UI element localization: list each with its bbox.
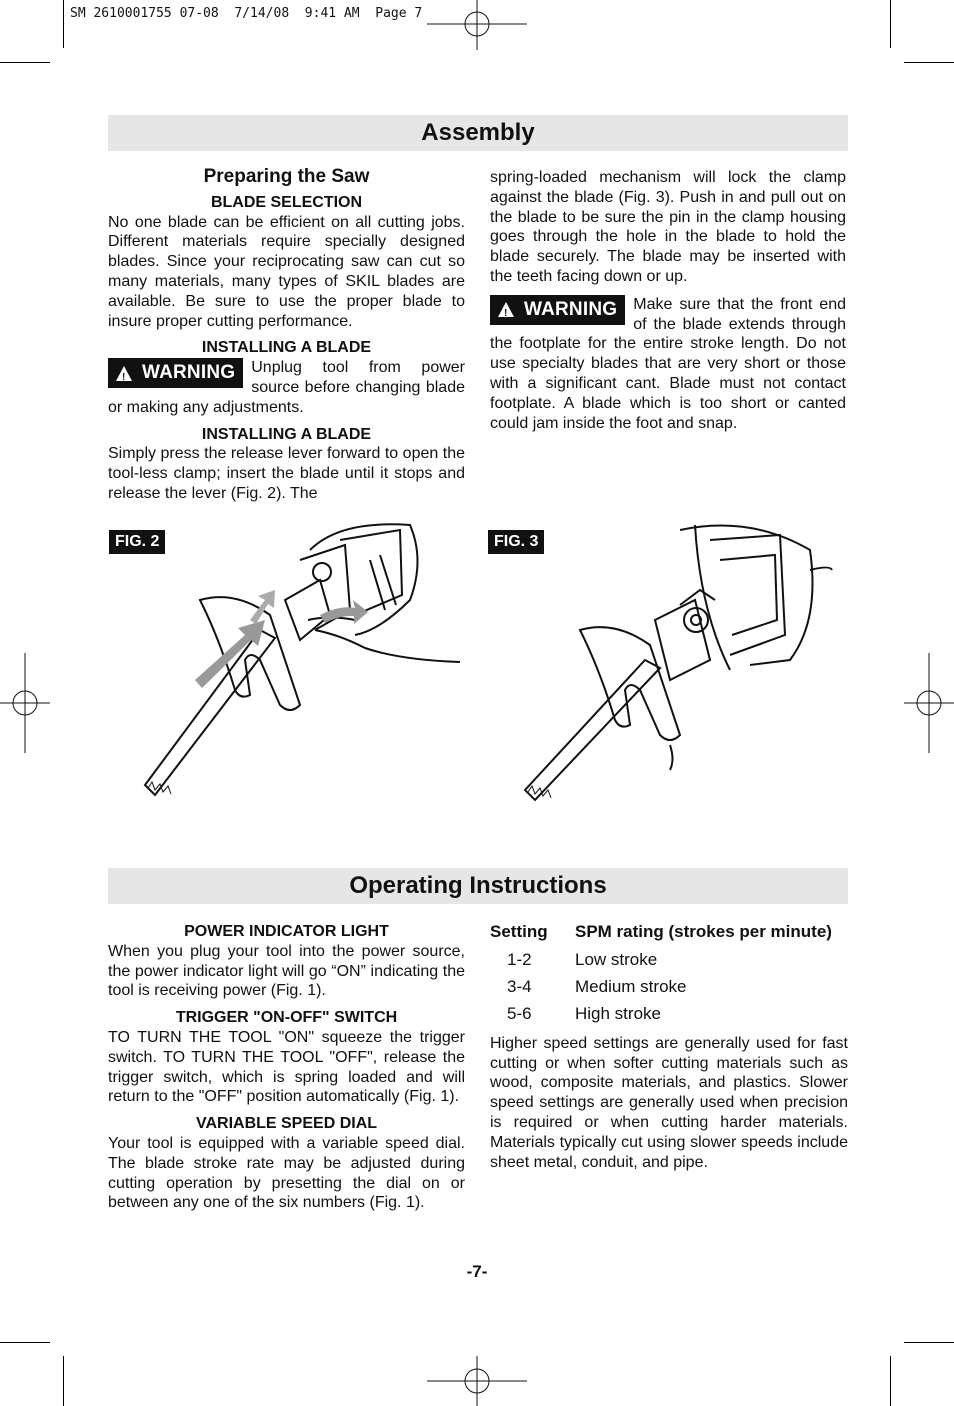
preparing-subtitle: Preparing the Saw (203, 166, 370, 187)
rating-cell: High stroke (575, 1003, 661, 1023)
assembly-left-column (108, 167, 465, 504)
trigger-text: TO TURN THE TOOL "ON" squeeze the trigger switch. TO TURN THE TOOL "OFF", release the trigger switch, which is spring loaded and will return to the "OFF" position automatically (Fig. 1). (108, 1028, 465, 1106)
setting-cell: 3-4 (507, 976, 532, 996)
table-row (490, 977, 832, 1004)
spm-column-header: SPM rating (strokes per minute) (575, 922, 832, 941)
operating-header-bar (108, 868, 848, 904)
setting-cell: 5-6 (507, 1003, 532, 1023)
installing-heading-2: INSTALLING A BLADE (201, 425, 372, 443)
rating-cell: Low stroke (575, 949, 658, 969)
fig-3-label: FIG. 3 (488, 530, 544, 554)
table-header-row (490, 922, 832, 950)
blade-selection-heading: BLADE SELECTION (210, 193, 363, 211)
assembly-title: Assembly (421, 119, 535, 146)
warning-paragraph-2: ! WARNING Make sure that the front end of the blade extends through the footplate for the entire stroke length. Do not use specialty blades that are very short or those with a significant cant. Blade must not contact footplate. A blade which is too short or canted could jam inside the foot and snap. (490, 295, 846, 434)
setting-column-header: Setting (490, 922, 548, 941)
power-indicator-text: When you plug your tool into the power source, the power indicator light will go “ON” indicating the tool is receiving power (Fig. 1). (108, 942, 465, 1000)
warning-paragraph-1: ! WARNING Unplug tool from power source before changing blade or making any adjustments. (108, 358, 465, 417)
warning-triangle-icon (498, 302, 514, 317)
speed-settings-table (490, 922, 832, 1031)
warning-badge: ! WARNING (490, 295, 625, 325)
print-slug: SM 2610001755 07-08 7/14/08 9:41 AM Page 7 (70, 6, 423, 21)
operating-title: Operating Instructions (349, 872, 607, 899)
fig-2-label: FIG. 2 (109, 530, 165, 554)
power-indicator-heading: POWER INDICATOR LIGHT (184, 923, 389, 940)
rating-cell: Medium stroke (575, 976, 687, 996)
fig-3-illustration (520, 520, 850, 810)
fig-2-illustration (140, 520, 470, 800)
assembly-right-column (490, 168, 846, 433)
variable-speed-text: Your tool is equipped with a variable speed dial. The blade stroke rate may be adjusted during cutting operation by presetting the dial on or between any one of the six numbers (Fig. 1). (108, 1134, 465, 1212)
variable-speed-heading: VARIABLE SPEED DIAL (195, 1115, 378, 1133)
assembly-header-bar (108, 115, 848, 151)
warning-badge: ! WARNING (108, 358, 243, 388)
trigger-heading: TRIGGER "ON-OFF" SWITCH (175, 1009, 398, 1027)
operating-right-column (490, 922, 848, 1172)
blade-selection-text: No one blade can be efficient on all cutting jobs. Different materials require specially designed blades. Since your reciprocating saw can cut so many materials, many types of SKIL blades are available. Be sure to use the proper blade to insure proper cutting performance. (108, 213, 465, 330)
table-row (490, 1004, 832, 1031)
installing-heading-1: INSTALLING A BLADE (201, 339, 372, 357)
operating-left-column (108, 922, 465, 1213)
speed-guidance-text: Higher speed settings are generally used for fast cutting or when softer cutting materials such as wood, composite materials, and plastics. Slower speed settings are generally used when precision is required or when cutting harder materials. Materials typically cut using slower speeds include sheet metal, conduit, and pipe. (490, 1034, 848, 1171)
clamp-continued-text: spring-loaded mechanism will lock the clamp against the blade (Fig. 3). Push in and pull out on the blade to be sure the pin in the clamp housing goes through the hole in the blade to hold the blade securely. The blade may be inserted with the teeth facing down or up. (490, 169, 846, 285)
installing-text: Simply press the release lever forward to open the tool-less clamp; insert the blade until it stops and release the lever (Fig. 2). The (108, 445, 465, 502)
warning-triangle-icon (116, 366, 132, 381)
page-number: -7- (466, 1262, 488, 1281)
setting-cell: 1-2 (507, 949, 532, 969)
table-row (490, 950, 832, 977)
